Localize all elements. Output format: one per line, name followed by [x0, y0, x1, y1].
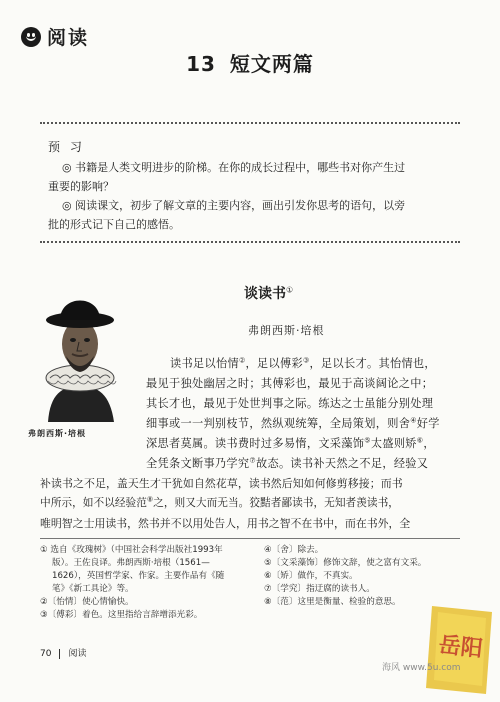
lesson-title-text: 短文两篇	[229, 52, 314, 76]
essay-line-2	[146, 375, 433, 391]
lesson-number: 13	[186, 52, 216, 76]
footer-section: 阅读	[68, 649, 87, 659]
essay-text: 故态。读书补天然之不足，经验又	[255, 457, 429, 470]
svg-text:岳阳: 岳阳	[437, 632, 484, 663]
footnotes-left	[40, 544, 250, 622]
note-mark: ②	[238, 356, 246, 365]
preview-title: 预 习	[48, 140, 85, 154]
footnote-line: ① 选自《玫瑰树》（中国社会科学出版社1993年	[40, 545, 223, 555]
essay-text: 补读书之不足，盖天生才干犹如自然花草，读书然后知如何修剪移接；而书	[40, 477, 403, 490]
essay-text: 深思者莫属。读书费时过多易惰，文采藻饰	[146, 437, 365, 450]
portrait-caption: 弗朗西斯·培根	[28, 429, 87, 438]
essay-title	[244, 283, 293, 303]
footnote-line: 版）。王佐良译。弗朗西斯·培根（1561—	[52, 558, 210, 568]
preview-item-1	[48, 158, 462, 196]
essay-text: ，	[423, 437, 435, 450]
note-mark: ⑤	[364, 436, 371, 445]
note-mark: ⑥	[416, 436, 424, 445]
essay-line-1	[170, 355, 436, 371]
essay-text: 最见于独处幽居之时；其傅彩也，最见于高谈阔论之中；	[146, 377, 434, 390]
section-name: 阅读	[47, 27, 90, 49]
watermark-site: www.5u.com	[402, 663, 461, 673]
note-mark: ⑦	[249, 456, 256, 465]
essay-text: 太盛则矫	[370, 437, 417, 450]
essay-text: 唯明智之士用读书，然书并不以用处告人，用书之智不在书中，而在书外，全	[40, 517, 411, 530]
footnote-line: ⑦〔学究〕指迂腐的读书人。	[264, 584, 375, 594]
essay-text: 读书足以怡情	[170, 357, 239, 370]
preview-item-1-line-1: ◎ 书籍是人类文明进步的阶梯。在你的成长过程中，哪些书对你产生过	[62, 161, 406, 174]
essay-text: 其长才也，最见于处世判事之际。练达之士虽能分别处理	[146, 397, 434, 410]
essay-line-7	[40, 475, 403, 491]
essay-line-8	[40, 495, 399, 510]
section-header	[21, 23, 89, 50]
preview-item-2-line-1: ◎ 阅读课文，初步了解文章的主要内容，画出引发你思考的语句，以旁	[62, 199, 406, 212]
footnote-rule	[40, 538, 460, 539]
smile-icon	[21, 27, 41, 47]
footnote-line: ⑤〔文采藻饰〕修饰文辞，使之富有文采。	[264, 558, 427, 568]
essay-line-5	[146, 435, 435, 451]
page-number: 70	[40, 649, 52, 659]
essay-author: 弗朗西斯·培根	[248, 324, 325, 337]
watermark-logo	[422, 602, 498, 698]
preview-item-2-line-2: 批的形式记下自己的感悟。	[48, 218, 180, 231]
footnote-line: 笔》《新工具论》等。	[52, 584, 134, 594]
footnote-line: ⑥〔矫〕做作，不真实。	[264, 571, 358, 581]
essay-line-6	[146, 455, 428, 471]
footnotes-right	[264, 544, 464, 609]
essay-text: 之，则又大而无当。狡黠者鄙读书，无知者羡读书，	[153, 496, 399, 509]
preview-item-1-line-2: 重要的影响？	[48, 180, 114, 193]
watermark-text	[382, 660, 461, 673]
essay-text: ，足以长才。其怡情也，	[309, 357, 436, 370]
footnote-line: ④〔舍〕除去。	[264, 545, 324, 555]
note-mark: ⑧	[146, 495, 154, 504]
essay-text: 中所示，如不以经验范	[40, 496, 147, 509]
essay-text: 好学	[416, 417, 440, 430]
essay-text: 细事或一一判别枝节，然纵观统筹，全局策划，则舍	[146, 417, 411, 430]
lesson-title	[0, 48, 500, 77]
author-portrait	[30, 282, 130, 422]
divider-top	[40, 122, 460, 124]
divider-bottom	[40, 241, 460, 243]
note-mark: ④	[410, 416, 417, 425]
essay-line-3	[146, 395, 433, 411]
preview-item-2	[48, 196, 462, 234]
essay-line-9	[40, 515, 410, 531]
page-footer	[40, 646, 86, 659]
footnote-line: ⑧〔范〕这里是衡量、检验的意思。	[264, 597, 401, 607]
note-mark: ③	[302, 356, 310, 365]
essay-title-note: ①	[286, 285, 294, 295]
footnote-line: ③〔傅彩〕着色。这里指给言辞增添光彩。	[40, 610, 203, 620]
footnote-line: 1626），英国哲学家、作家。主要作品有《随	[52, 571, 225, 581]
essay-line-4	[146, 415, 440, 431]
essay-text: ，足以傅彩	[245, 357, 303, 370]
essay-title-text: 谈读书	[244, 286, 286, 302]
essay-text: 全凭条文断事乃学究	[146, 457, 250, 470]
watermark-brand: 海风	[382, 663, 401, 673]
footnote-line: ②〔怡情〕使心情愉快。	[40, 597, 134, 607]
